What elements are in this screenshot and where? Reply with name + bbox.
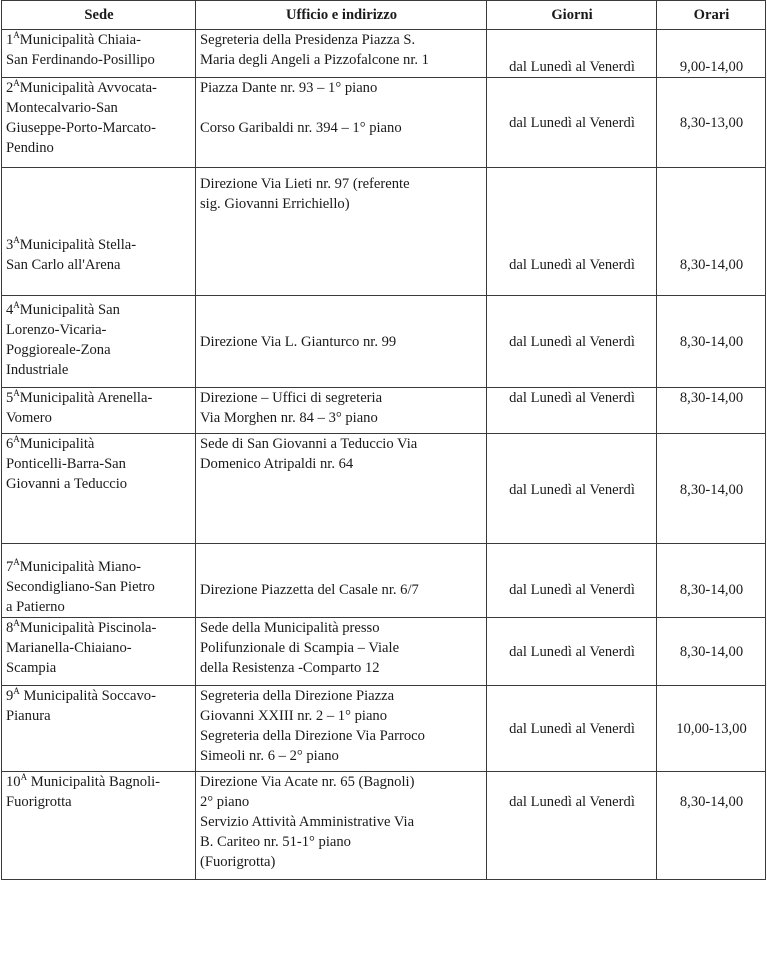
cell-giorni: dal Lunedì al Venerdì — [487, 618, 657, 686]
header-giorni: Giorni — [487, 1, 657, 30]
cell-giorni: dal Lunedì al Venerdì — [487, 544, 657, 618]
cell-orari: 8,30-13,00 — [657, 78, 766, 168]
table-row — [2, 296, 766, 388]
table-row — [2, 30, 766, 78]
cell-sede: $3^AMunicipalità$ Stella- San Carlo all'Arena — [2, 168, 196, 296]
cell-sede: $10^A$ Municipalità Bagnoli- Fuorigrotta — [2, 772, 196, 880]
cell-sede: $4^AMunicipalità$ San Lorenzo-Vicaria- Poggioreale-Zona Industriale — [2, 296, 196, 388]
cell-orari: 8,30-14,00 — [657, 772, 766, 880]
table-row — [2, 772, 766, 880]
cell-giorni: dal Lunedì al Venerdì — [487, 30, 657, 78]
cell-orari: 8,30-14,00 — [657, 434, 766, 544]
cell-giorni: dal Lunedì al Venerdì — [487, 686, 657, 772]
cell-ufficio: Piazza Dante nr. 93 – 1° piano Corso Garibaldi nr. 394 – 1° piano — [196, 78, 487, 168]
cell-ufficio: Direzione Via L. Gianturco nr. 99 — [196, 296, 487, 388]
ordinal: $7^A$ — [6, 557, 20, 575]
ordinal: $6^A$ — [6, 434, 20, 452]
cell-orari: 8,30-14,00 — [657, 544, 766, 618]
ordinal: $1^A$ — [6, 30, 20, 48]
ordinal: $10^A$ — [6, 772, 28, 790]
cell-ufficio: Direzione – Uffici di segreteria Via Morghen nr. 84 – 3° piano — [196, 388, 487, 434]
cell-orari: 8,30-14,00 — [657, 388, 766, 434]
ordinal: $8^A$ — [6, 618, 20, 636]
ordinal: $3^A$ — [6, 235, 20, 253]
cell-sede: $1^AMunicipalità$ Chiaia- San Ferdinando-Posillipo — [2, 30, 196, 78]
table-row — [2, 434, 766, 544]
cell-ufficio: Direzione Via Lieti nr. 97 (referente sig. Giovanni Errichiello) — [196, 168, 487, 296]
cell-orari: 8,30-14,00 — [657, 618, 766, 686]
cell-giorni: dal Lunedì al Venerdì — [487, 772, 657, 880]
cell-giorni: dal Lunedì al Venerdì — [487, 388, 657, 434]
header-row — [2, 1, 766, 30]
table-row — [2, 78, 766, 168]
cell-giorni: dal Lunedì al Venerdì — [487, 168, 657, 296]
cell-ufficio: Segreteria della Presidenza Piazza S. Maria degli Angeli a Pizzofalcone nr. 1 — [196, 30, 487, 78]
cell-sede: $8^AMunicipalità$ Piscinola- Marianella-Chiaiano- Scampia — [2, 618, 196, 686]
table-row — [2, 618, 766, 686]
header-ufficio: Ufficio e indirizzo — [196, 1, 487, 30]
cell-giorni: dal Lunedì al Venerdì — [487, 434, 657, 544]
cell-orari: 8,30-14,00 — [657, 168, 766, 296]
cell-ufficio: Direzione Via Acate nr. 65 (Bagnoli) 2° piano Servizio Attività Amministrative Via B. Cariteo nr. 51-1° piano (Fuorigrotta) — [196, 772, 487, 880]
header-orari: Orari — [657, 1, 766, 30]
ordinal: $4^A$ — [6, 300, 20, 318]
cell-sede: $2^AMunicipalità$ Avvocata- Montecalvario-San Giuseppe-Porto-Marcato- Pendino — [2, 78, 196, 168]
cell-orari: 8,30-14,00 — [657, 296, 766, 388]
cell-ufficio: Sede di San Giovanni a Teduccio Via Domenico Atripaldi nr. 64 — [196, 434, 487, 544]
cell-sede: $9^A$ Municipalità Soccavo- Pianura — [2, 686, 196, 772]
table-row — [2, 168, 766, 296]
cell-sede: $5^AMunicipalità$ Arenella- Vomero — [2, 388, 196, 434]
table-row — [2, 686, 766, 772]
ordinal: $2^A$ — [6, 78, 20, 96]
municipalita-schedule-table — [1, 0, 766, 880]
cell-sede: $6^AMunicipalità$ Ponticelli-Barra-San Giovanni a Teduccio — [2, 434, 196, 544]
cell-giorni: dal Lunedì al Venerdì — [487, 78, 657, 168]
ordinal: $5^A$ — [6, 388, 20, 406]
cell-ufficio: Direzione Piazzetta del Casale nr. 6/7 — [196, 544, 487, 618]
cell-ufficio: Sede della Municipalità presso Polifunzionale di Scampia – Viale della Resistenza -Comparto 12 — [196, 618, 487, 686]
cell-sede: $7^AMunicipalità$ Miano- Secondigliano-San Pietro a Patierno — [2, 544, 196, 618]
table-row — [2, 388, 766, 434]
ordinal: $9^A$ — [6, 686, 20, 704]
cell-giorni: dal Lunedì al Venerdì — [487, 296, 657, 388]
cell-orari: 10,00-13,00 — [657, 686, 766, 772]
cell-ufficio: Segreteria della Direzione Piazza Giovanni XXIII nr. 2 – 1° piano Segreteria della Direzione Via Parroco Simeoli nr. 6 – 2° piano — [196, 686, 487, 772]
cell-orari: 9,00-14,00 — [657, 30, 766, 78]
table-row — [2, 544, 766, 618]
header-sede: Sede — [2, 1, 196, 30]
